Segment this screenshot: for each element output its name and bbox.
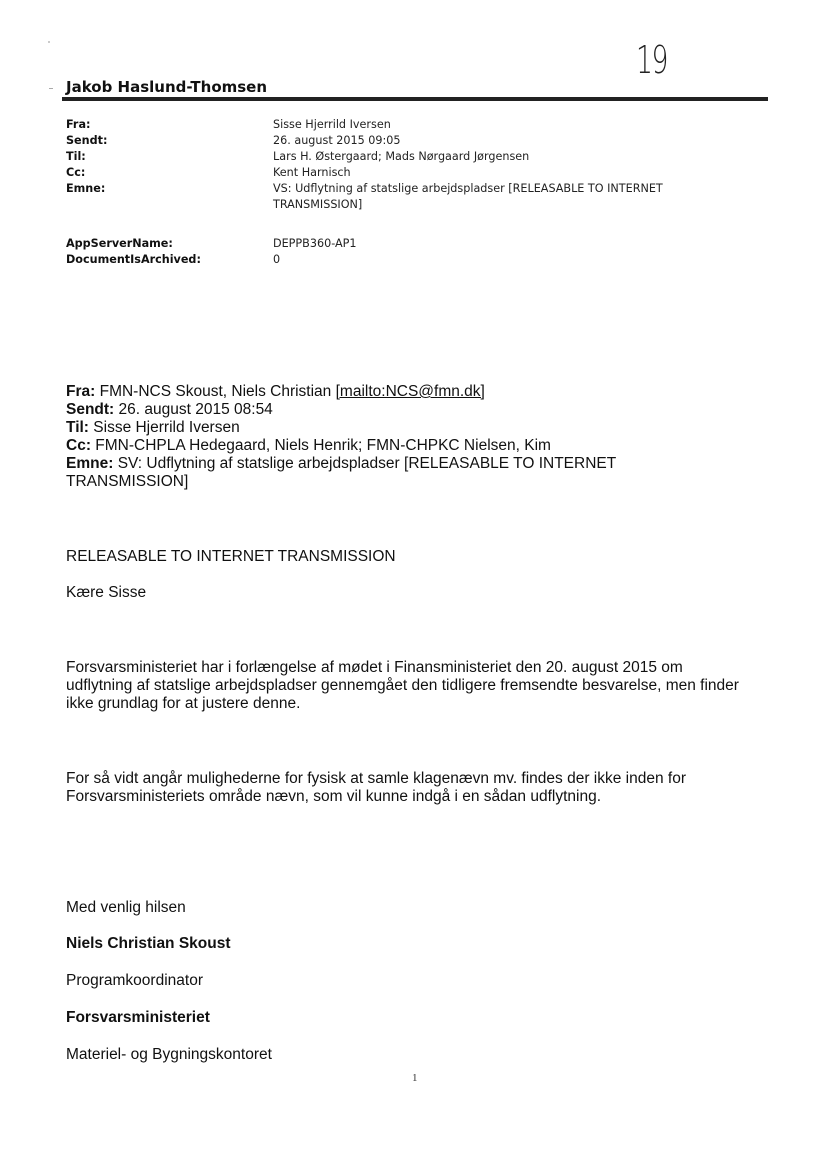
emne-label: Emne:: [66, 182, 106, 195]
fwd-emne-value-line2: TRANSMISSION]: [66, 473, 189, 490]
greeting: Kære Sisse: [66, 584, 147, 601]
fwd-fra-label: Fra:: [66, 383, 96, 400]
fwd-emne-value-line1: SV: Udflytning af statslige arbejdspladser [RELEASABLE TO INTERNET: [117, 455, 617, 472]
header-rule: [62, 97, 768, 101]
fwd-til-label: Til:: [66, 419, 89, 436]
fwd-mailto-link[interactable]: [mailto:NCS@fmn.dk]: [335, 383, 485, 400]
archived-value: 0: [273, 253, 281, 266]
cc-label: Cc:: [66, 166, 86, 179]
sendt-label: Sendt:: [66, 134, 108, 147]
classification-line: RELEASABLE TO INTERNET TRANSMISSION: [66, 548, 396, 565]
fwd-cc-label: Cc:: [66, 437, 91, 454]
fwd-cc-line: [66, 437, 766, 455]
appserver-value: DEPPB360-AP1: [273, 237, 357, 250]
signature-dept: Materiel- og Bygningskontoret: [66, 1046, 272, 1063]
fwd-cc-value: FMN-CHPLA Hedegaard, Niels Henrik; FMN-CHPKC Nielsen, Kim: [95, 437, 551, 454]
signature-title: Programkoordinator: [66, 972, 203, 989]
para1-line1: Forsvarsministeriet har i forlængelse af mødet i Finansministeriet den 20. august 2015 om: [66, 659, 683, 676]
fwd-sendt-line: [66, 401, 766, 419]
fwd-emne-label: Emne:: [66, 455, 114, 472]
archived-label: DocumentIsArchived:: [66, 253, 201, 266]
mailbox-owner: Jakob Haslund-Thomsen: [66, 78, 268, 96]
fwd-sendt-label: Sendt:: [66, 401, 115, 418]
signature-name: Niels Christian Skoust: [66, 935, 231, 952]
fwd-emne-line: [66, 455, 766, 473]
para1-line2: udflytning af statslige arbejdspladser gennemgået den tidligere fremsendte besvarelse, men finder: [66, 677, 739, 694]
scan-speck: [48, 41, 50, 43]
til-label: Til:: [66, 150, 86, 163]
scan-dash: [49, 88, 53, 89]
fwd-til-value: Sisse Hjerrild Iversen: [93, 419, 240, 436]
til-value: Lars H. Østergaard; Mads Nørgaard Jørgensen: [273, 150, 530, 163]
page-number: 1: [412, 1072, 418, 1084]
fra-label: Fra:: [66, 118, 91, 131]
fwd-sendt-value: 26. august 2015 08:54: [118, 401, 273, 418]
handwritten-page-mark: 19: [636, 38, 668, 82]
fra-value: Sisse Hjerrild Iversen: [273, 118, 391, 131]
sendt-value: 26. august 2015 09:05: [273, 134, 401, 147]
para2-line2: Forsvarsministeriets område nævn, som vil kunne indgå i en sådan udflytning.: [66, 788, 602, 805]
fwd-til-line: [66, 419, 766, 437]
fwd-fra-value: FMN-NCS Skoust, Niels Christian: [99, 383, 332, 400]
appserver-label: AppServerName:: [66, 237, 173, 250]
emne-value-line1: VS: Udflytning af statslige arbejdspladser [RELEASABLE TO INTERNET: [273, 182, 663, 195]
signature-org: Forsvarsministeriet: [66, 1009, 210, 1026]
emne-value-line2: TRANSMISSION]: [273, 198, 363, 211]
para2-line1: For så vidt angår mulighederne for fysisk at samle klagenævn mv. findes der ikke inden for: [66, 770, 686, 787]
closing: Med venlig hilsen: [66, 899, 186, 916]
cc-value: Kent Harnisch: [273, 166, 351, 179]
para1-line3: ikke grundlag for at justere denne.: [66, 695, 301, 712]
fwd-fra-line: [66, 383, 766, 401]
